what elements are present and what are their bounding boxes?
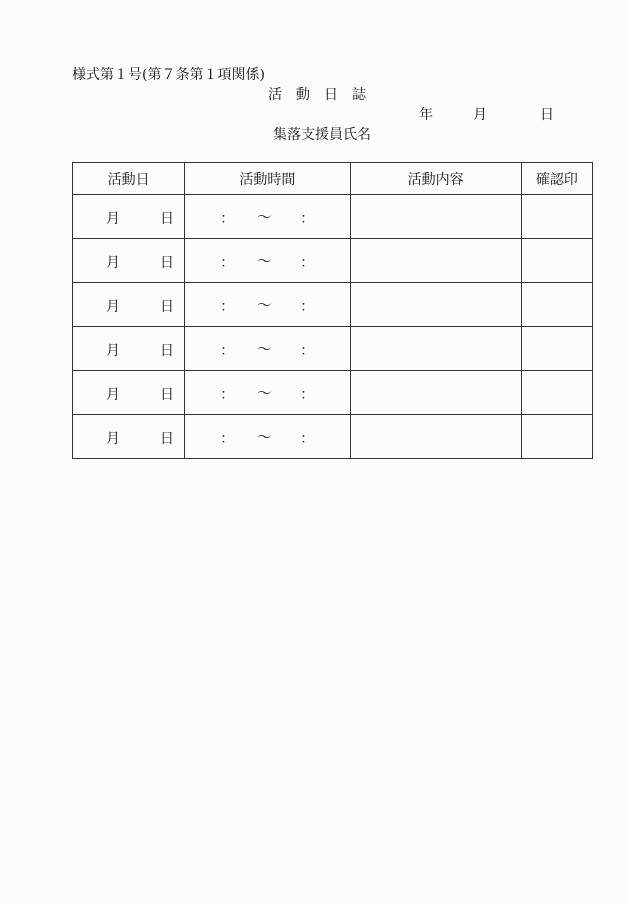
activity-content-cell[interactable] (350, 239, 521, 283)
table-row (73, 327, 593, 371)
confirmation-seal-cell[interactable] (521, 327, 592, 371)
end-time-colon: ： (300, 255, 315, 271)
month-label: 月 (106, 211, 120, 227)
column-header-activity-time: 活動時間 (185, 163, 350, 195)
end-time-colon: ： (300, 299, 315, 315)
time-range-tilde: 〜 (257, 210, 272, 226)
confirmation-seal-cell[interactable] (521, 415, 592, 459)
table-row (73, 415, 593, 459)
activity-content-cell[interactable] (350, 415, 521, 459)
time-range-tilde: 〜 (257, 254, 272, 270)
day-label: 日 (160, 299, 174, 315)
start-time-colon: ： (220, 299, 235, 315)
activity-time-cell[interactable] (185, 327, 350, 371)
confirmation-seal-cell[interactable] (521, 371, 592, 415)
end-time-colon: ： (300, 387, 315, 403)
form-number: 様式第１号(第７条第１項関係) (72, 67, 265, 83)
column-header-activity-content: 活動内容 (350, 163, 521, 195)
activity-date-cell[interactable] (73, 239, 185, 283)
day-label: 日 (160, 255, 174, 271)
table-row (73, 239, 593, 283)
start-time-colon: ： (220, 431, 235, 447)
end-time-colon: ： (300, 211, 315, 227)
table-header-row (73, 163, 593, 195)
activity-content-cell[interactable] (350, 283, 521, 327)
date-year-label: 年 (419, 107, 433, 123)
start-time-colon: ： (220, 255, 235, 271)
activity-content-cell[interactable] (350, 195, 521, 239)
month-label: 月 (106, 431, 120, 447)
end-time-colon: ： (300, 431, 315, 447)
start-time-colon: ： (220, 343, 235, 359)
start-time-colon: ： (220, 211, 235, 227)
activity-date-cell[interactable] (73, 371, 185, 415)
activity-time-cell[interactable] (185, 195, 350, 239)
date-day-label: 日 (540, 107, 554, 123)
month-label: 月 (106, 343, 120, 359)
activity-time-cell[interactable] (185, 239, 350, 283)
table-row (73, 371, 593, 415)
activity-time-cell[interactable] (185, 371, 350, 415)
time-range-tilde: 〜 (257, 298, 272, 314)
date-month-label: 月 (473, 107, 487, 123)
activity-log-table (72, 162, 593, 459)
month-label: 月 (106, 299, 120, 315)
column-header-activity-date: 活動日 (73, 163, 185, 195)
month-label: 月 (106, 387, 120, 403)
month-label: 月 (106, 255, 120, 271)
end-time-colon: ： (300, 343, 315, 359)
confirmation-seal-cell[interactable] (521, 195, 592, 239)
day-label: 日 (160, 211, 174, 227)
activity-time-cell[interactable] (185, 415, 350, 459)
day-label: 日 (160, 431, 174, 447)
start-time-colon: ： (220, 387, 235, 403)
activity-date-cell[interactable] (73, 415, 185, 459)
time-range-tilde: 〜 (257, 430, 272, 446)
time-range-tilde: 〜 (257, 386, 272, 402)
activity-content-cell[interactable] (350, 327, 521, 371)
confirmation-seal-cell[interactable] (521, 239, 592, 283)
column-header-confirmation-seal: 確認印 (521, 163, 592, 195)
day-label: 日 (160, 343, 174, 359)
confirmation-seal-cell[interactable] (521, 283, 592, 327)
activity-date-cell[interactable] (73, 327, 185, 371)
member-name-label: 集落支援員氏名 (273, 127, 371, 143)
table-row (73, 195, 593, 239)
time-range-tilde: 〜 (257, 342, 272, 358)
day-label: 日 (160, 387, 174, 403)
activity-date-cell[interactable] (73, 283, 185, 327)
activity-time-cell[interactable] (185, 283, 350, 327)
table-row (73, 283, 593, 327)
activity-content-cell[interactable] (350, 371, 521, 415)
document-title: 活動日誌 (268, 87, 380, 103)
activity-date-cell[interactable] (73, 195, 185, 239)
